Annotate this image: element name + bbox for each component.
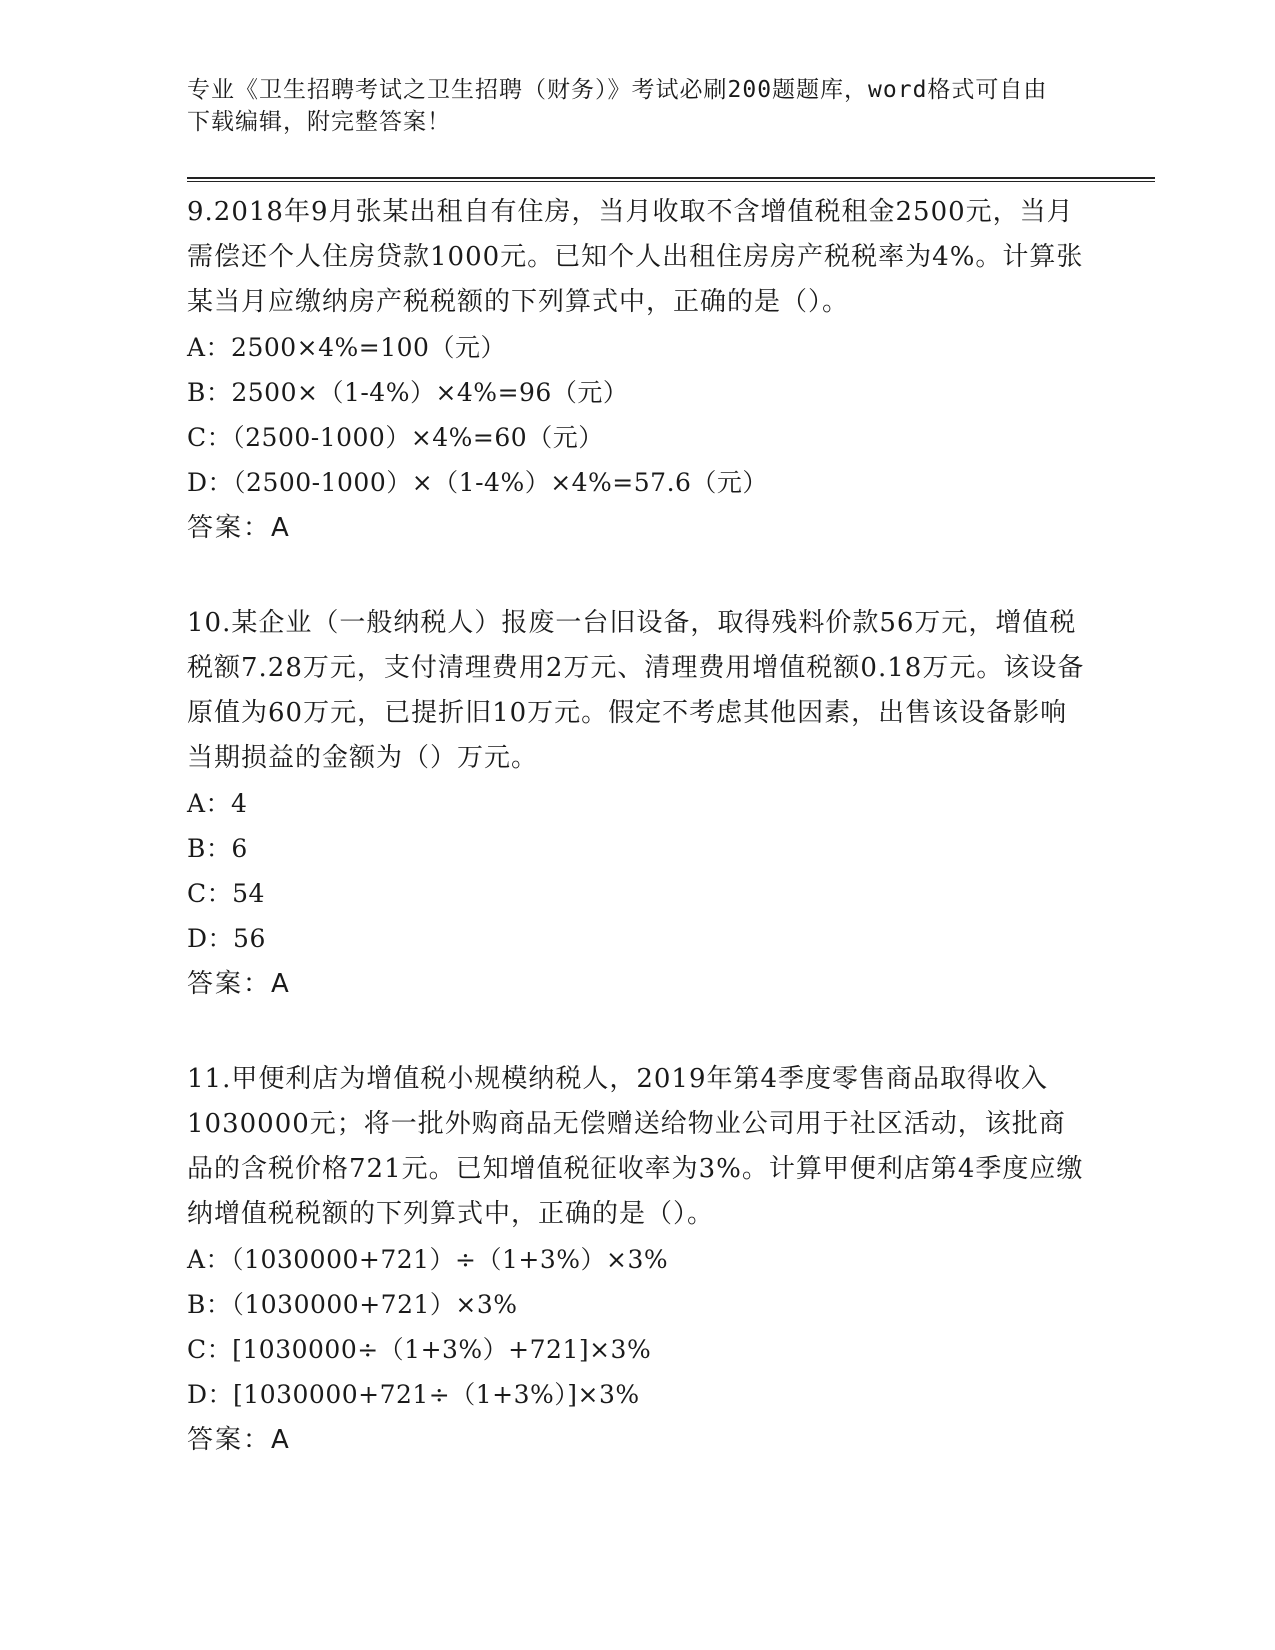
question-text: 9.2018年9月张某出租自有住房，当月收取不含增值税租金2500元，当月需偿还个人住房贷款1000元。已知个人出租住房房产税税率为4%。计算张某当月应缴纳房产税税额的下列算式中，正确的是（）。 (187, 197, 1084, 317)
option-b: B：（1030000+721）×3% (187, 1290, 518, 1319)
question-9 (187, 190, 1087, 551)
answer-value: A (271, 513, 289, 543)
question-11 (187, 1057, 1087, 1463)
option-d: D：[1030000+721÷（1+3%）]×3% (187, 1380, 640, 1409)
document-header: 专业《卫生招聘考试之卫生招聘（财务）》考试必刷200题题库，word格式可自由下载编辑，附完整答案！ (187, 77, 1048, 135)
option-c: C：54 (187, 879, 265, 908)
answer-label: 答案： (187, 969, 272, 999)
option-a: A：2500×4%=100（元） (187, 333, 506, 362)
option-c: C：（2500-1000）×4%=60（元） (187, 423, 604, 452)
option-b: B：6 (187, 834, 248, 863)
answer-value: A (271, 969, 289, 999)
answer-label: 答案： (187, 513, 272, 543)
option-b: B：2500×（1-4%）×4%=96（元） (187, 378, 629, 407)
answer-line (187, 1417, 1087, 1463)
question-text: 10.某企业（一般纳税人）报废一台旧设备，取得残料价款56万元，增值税税额7.28万元，支付清理费用2万元、清理费用增值税额0.18万元。该设备原值为60万元，已提折旧10万元。假定不考虑其他因素，出售该设备影响当期损益的金额为（）万元。 (187, 608, 1085, 773)
answer-label: 答案： (187, 1425, 272, 1455)
answer-line (187, 505, 1087, 551)
question-text: 11.甲便利店为增值税小规模纳税人，2019年第4季度零售商品取得收入1030000元；将一批外购商品无偿赠送给物业公司用于社区活动，该批商品的含税价格721元。已知增值税征收率为3%。计算甲便利店第4季度应缴纳增值税税额的下列算式中，正确的是（）。 (187, 1064, 1084, 1229)
option-d: D：56 (187, 924, 266, 953)
question-10 (187, 601, 1087, 1007)
answer-line (187, 961, 1087, 1007)
answer-value: A (271, 1425, 289, 1455)
option-a: A：（1030000+721）÷（1+3%）×3% (187, 1245, 669, 1274)
question-list (187, 190, 1087, 1513)
header-divider (187, 177, 1155, 182)
option-a: A：4 (187, 789, 248, 818)
option-d: D：（2500-1000）×（1-4%）×4%=57.6（元） (187, 468, 768, 497)
option-c: C：[1030000÷（1+3%）+721]×3% (187, 1335, 652, 1364)
